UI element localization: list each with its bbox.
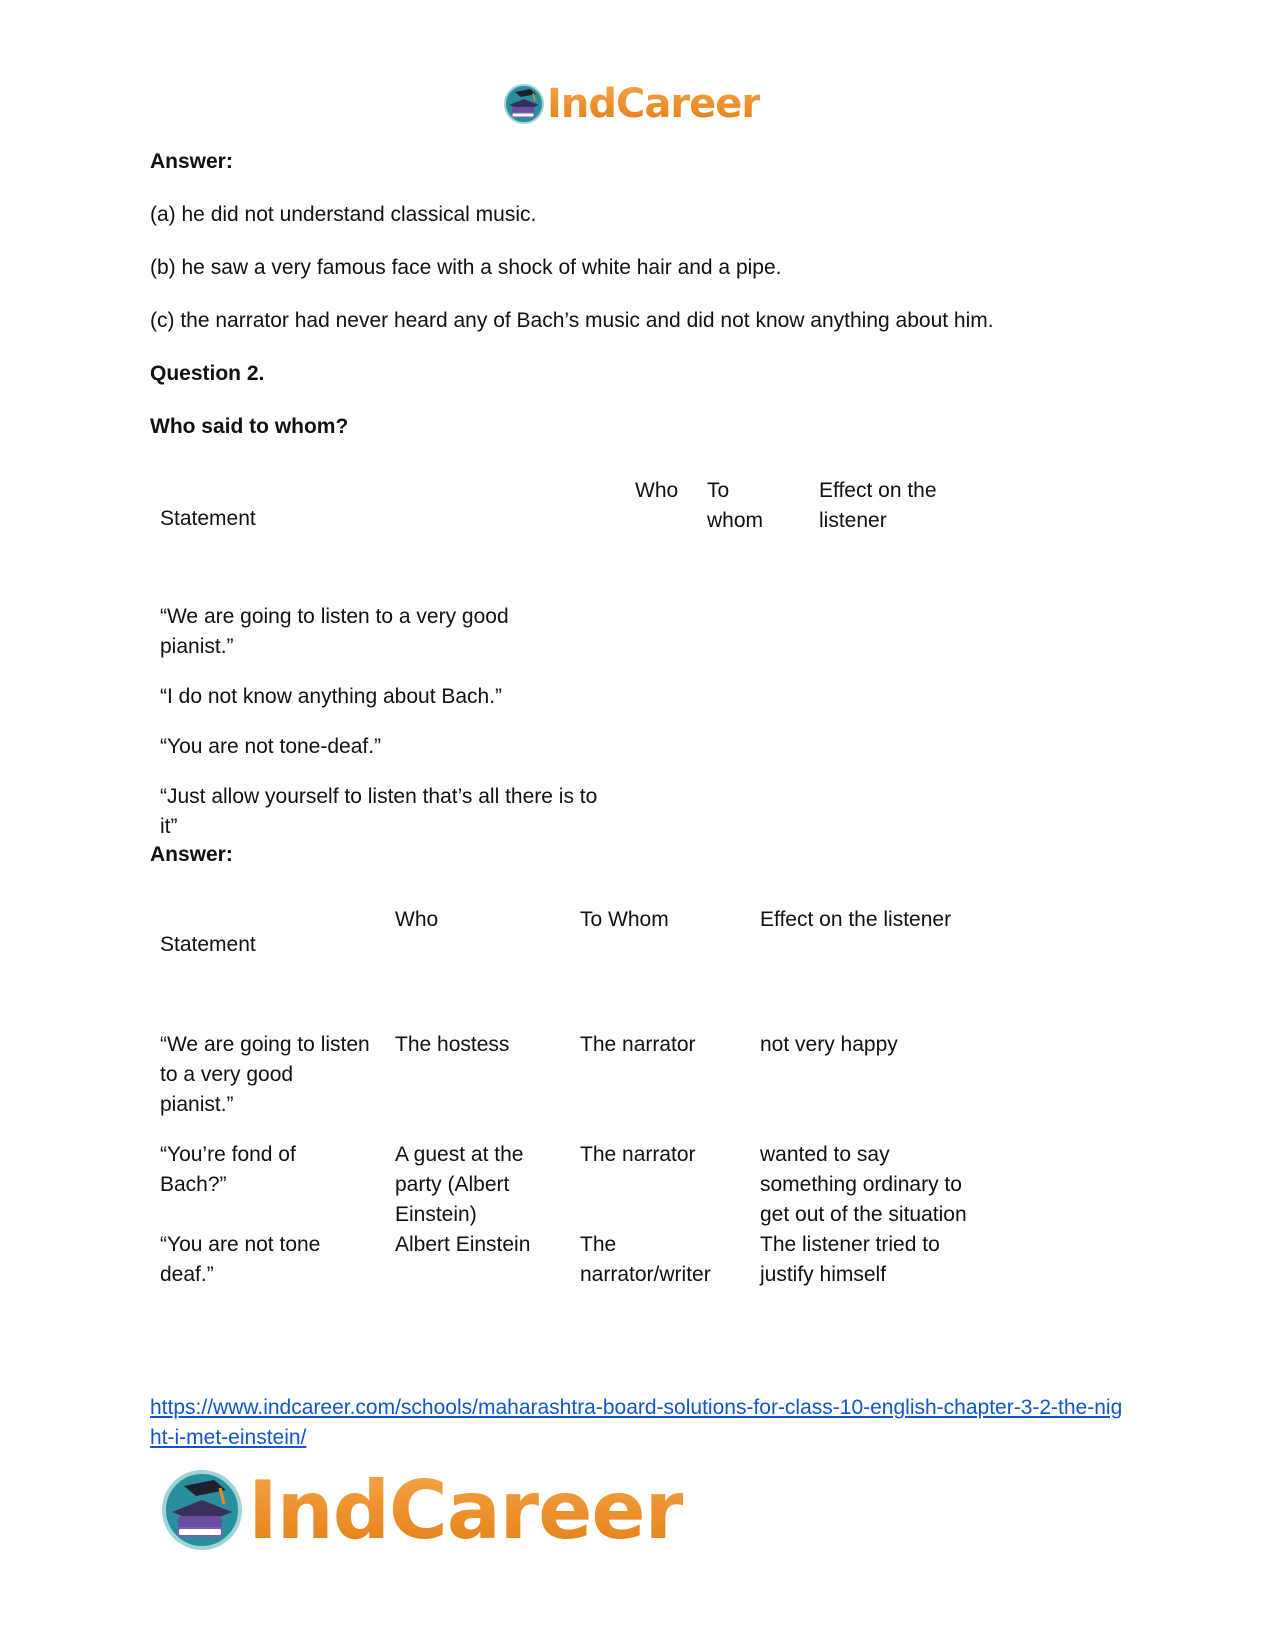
table-row <box>160 682 999 732</box>
statement-text: “You are not tone deaf.” <box>160 1233 321 1286</box>
answer-c: (c) the narrator had never heard any of Bach’s music and did not know anything about him. <box>150 309 994 332</box>
footer-logo <box>160 1465 683 1555</box>
effect-cell <box>760 1140 1000 1230</box>
statement-text: “Just allow yourself to listen that’s all there is to it” <box>160 785 598 838</box>
statement-text: “We are going to listen to a very good pianist.” <box>160 1033 370 1116</box>
header-effect: Effect on the listener <box>819 479 937 532</box>
statement-cell <box>160 782 635 842</box>
answer-2-label: Answer: <box>150 843 233 866</box>
answer-label: Answer: <box>150 150 233 173</box>
empty-cell <box>707 682 819 732</box>
empty-cell <box>819 584 999 682</box>
table-row <box>160 732 999 782</box>
empty-cell <box>707 732 819 782</box>
statement-text: “I do not know anything about Bach.” <box>160 685 503 708</box>
statement-cell <box>160 1030 395 1140</box>
table-row <box>160 1230 1000 1290</box>
header-effect-cell <box>819 476 999 584</box>
statement-text: “You’re fond of Bach?” <box>160 1143 296 1196</box>
header-to-whom: To whom <box>707 479 764 532</box>
header-who: Who <box>635 479 679 502</box>
question-2-prompt: Who said to whom? <box>150 415 349 438</box>
header-to-whom: To Whom <box>580 908 669 931</box>
empty-cell <box>635 732 707 782</box>
header-to-whom-cell <box>707 476 819 584</box>
empty-cell <box>707 584 819 682</box>
who-text: The hostess <box>395 1033 510 1056</box>
question-2-label: Question 2. <box>150 362 265 385</box>
empty-cell <box>635 782 707 842</box>
table-row <box>160 1030 1000 1140</box>
table-header-row <box>160 905 1000 1030</box>
question-table <box>160 476 999 842</box>
logo-wordmark: IndCareer <box>547 81 761 127</box>
header-effect: Effect on the listener <box>760 908 952 931</box>
table-row <box>160 584 999 682</box>
who-text: A guest at the party (Albert Einstein) <box>395 1143 524 1226</box>
answer-table <box>160 905 1000 1290</box>
who-text: Albert Einstein <box>395 1233 531 1256</box>
header-who: Who <box>395 908 439 931</box>
logo-wordmark: IndCareer <box>248 1463 684 1557</box>
empty-cell <box>635 584 707 682</box>
effect-cell <box>760 1230 1000 1290</box>
header-statement: Statement <box>160 933 256 956</box>
effect-text: The listener tried to justify himself <box>760 1233 940 1286</box>
empty-cell <box>819 782 999 842</box>
empty-cell <box>819 732 999 782</box>
empty-cell <box>635 682 707 732</box>
graduate-book-icon <box>503 83 545 125</box>
table-row <box>160 782 999 842</box>
who-cell <box>395 1140 580 1230</box>
statement-cell <box>160 584 635 682</box>
table-header-row <box>160 476 999 584</box>
source-url-link[interactable]: https://www.indcareer.com/schools/maharashtra-board-solutions-for-class-10-english-chapter-3-2-the-night-i-met-einstein/ <box>150 1396 1123 1449</box>
to-whom-text: The narrator <box>580 1033 696 1056</box>
statement-cell <box>160 1140 395 1230</box>
to-whom-text: The narrator <box>580 1143 696 1166</box>
statement-text: “You are not tone-deaf.” <box>160 735 382 758</box>
effect-text: wanted to say something ordinary to get out of the situation <box>760 1143 967 1226</box>
effect-text: not very happy <box>760 1033 898 1056</box>
empty-cell <box>819 682 999 732</box>
graduate-book-icon <box>160 1468 244 1552</box>
table-row <box>160 1140 1000 1230</box>
header-logo <box>503 80 760 128</box>
answer-a: (a) he did not understand classical music. <box>150 203 537 226</box>
header-statement: Statement <box>160 507 256 530</box>
statement-text: “We are going to listen to a very good pianist.” <box>160 605 509 658</box>
empty-cell <box>707 782 819 842</box>
answer-b: (b) he saw a very famous face with a shock of white hair and a pipe. <box>150 256 782 279</box>
to-whom-cell <box>580 1230 760 1290</box>
statement-cell <box>160 1230 395 1290</box>
to-whom-text: The narrator/writer <box>580 1233 711 1286</box>
